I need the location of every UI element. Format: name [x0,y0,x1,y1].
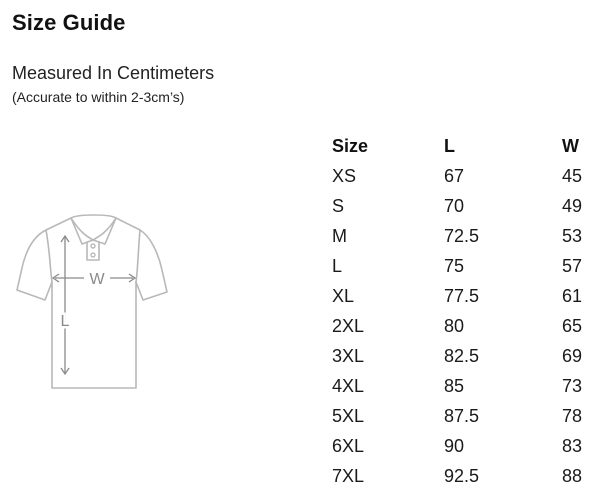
width-cell: 45 [562,166,583,186]
size-cell: 6XL [332,436,365,456]
table-row [332,281,602,311]
size-cell: M [332,226,347,246]
column-header-size: Size [332,136,369,156]
size-cell: 4XL [332,376,365,396]
length-cell: 80 [444,316,465,336]
width-cell: 57 [562,256,583,276]
page-title: Size Guide [12,10,126,35]
accuracy-note: (Accurate to within 2-3cm’s) [12,89,185,105]
table-header-row [332,131,602,161]
table-row [332,461,602,491]
width-cell: 61 [562,286,583,306]
length-label: L [60,313,70,330]
table-row [332,221,602,251]
size-cell: 2XL [332,316,365,336]
width-cell: 78 [562,406,583,426]
column-header-length: L [444,136,455,156]
length-cell: 87.5 [444,406,480,426]
length-cell: 72.5 [444,226,480,246]
width-label: W [89,271,105,288]
size-cell: 5XL [332,406,365,426]
table-row [332,251,602,281]
width-cell: 69 [562,346,583,366]
size-cell: 7XL [332,466,365,486]
table-row [332,371,602,401]
length-cell: 70 [444,196,465,216]
length-cell: 90 [444,436,465,456]
width-cell: 65 [562,316,583,336]
length-cell: 85 [444,376,465,396]
length-cell: 82.5 [444,346,480,366]
column-header-width: W [562,136,579,156]
length-cell: 75 [444,256,465,276]
table-row [332,311,602,341]
table-row [332,161,602,191]
length-cell: 67 [444,166,465,186]
size-chart-table [332,131,602,491]
width-cell: 73 [562,376,583,396]
width-cell: 53 [562,226,583,246]
table-row [332,431,602,461]
table-row [332,401,602,431]
table-row [332,191,602,221]
size-cell: S [332,196,345,216]
length-cell: 77.5 [444,286,480,306]
size-cell: 3XL [332,346,365,366]
width-cell: 88 [562,466,583,486]
width-cell: 83 [562,436,583,456]
size-cell: XS [332,166,357,186]
size-cell: XL [332,286,355,306]
polo-shirt-measurement-icon [12,210,170,396]
measurement-unit-heading: Measured In Centimeters [12,63,215,83]
width-cell: 49 [562,196,583,216]
size-cell: L [332,256,343,276]
table-row [332,341,602,371]
length-cell: 92.5 [444,466,480,486]
